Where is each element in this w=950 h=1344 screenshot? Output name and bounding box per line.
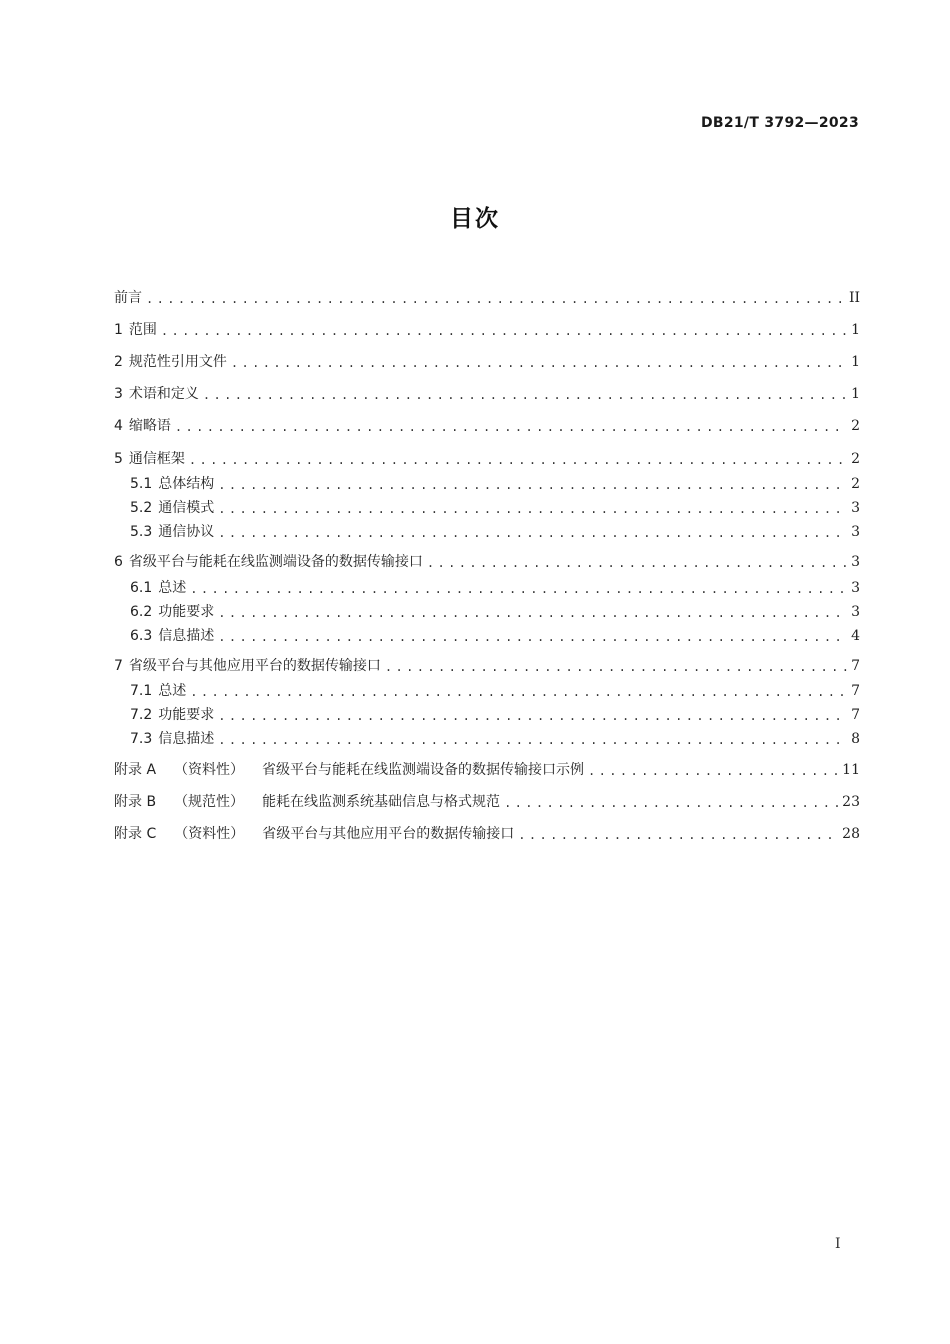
- toc-page-number: 7: [851, 683, 860, 699]
- toc-leader-dots: [504, 793, 838, 813]
- toc-entry-label: 信息描述: [158, 731, 215, 747]
- toc-page-number: 2: [851, 476, 860, 492]
- toc-entry-label: 省级平台与其他应用平台的数据传输接口: [128, 658, 381, 674]
- toc-entry-6-2[interactable]: [130, 601, 860, 623]
- toc-page-number: 3: [851, 604, 860, 620]
- toc-entry-label: 通信模式: [158, 500, 215, 516]
- toc-entry-5-3[interactable]: [130, 521, 860, 543]
- appendix-nature: （资料性）: [174, 826, 245, 842]
- toc-entry-label: 省级平台与能耗在线监测端设备的数据传输接口: [128, 554, 423, 570]
- toc-entry-number: 5.3: [130, 524, 153, 540]
- toc-leader-dots: [190, 579, 847, 599]
- toc-entry-2[interactable]: [114, 351, 860, 373]
- appendix-nature: （规范性）: [174, 794, 245, 810]
- toc-entry-5-1[interactable]: [130, 473, 860, 495]
- appendix-nature: （资料性）: [174, 762, 245, 778]
- toc-entry-7-2[interactable]: [130, 704, 860, 726]
- appendix-prefix: 附录 B: [114, 794, 157, 810]
- toc-leader-dots: [189, 450, 847, 470]
- toc-entry-5-2[interactable]: [130, 497, 860, 519]
- toc-page-number: 2: [851, 451, 860, 467]
- toc-page-number: 3: [851, 554, 860, 570]
- toc-entry-number: 5.1: [130, 476, 153, 492]
- toc-entry-5[interactable]: [114, 448, 860, 470]
- toc-entry-label: 前言: [114, 290, 142, 306]
- toc-entry-label: 总体结构: [158, 476, 215, 492]
- toc-entry-number: 1: [114, 322, 123, 338]
- toc-entry-label: 能耗在线监测系统基础信息与格式规范: [262, 794, 501, 810]
- toc-entry-number: 6.2: [130, 604, 153, 620]
- toc-leader-dots: [427, 553, 847, 573]
- document-code: DB21/T 3792—2023: [700, 115, 859, 131]
- toc-leader-dots: [218, 475, 847, 495]
- toc-entry-number: 3: [114, 386, 123, 402]
- toc-leader-dots: [218, 523, 847, 543]
- toc-entry-preface[interactable]: [114, 287, 860, 309]
- toc-leader-dots: [218, 730, 847, 750]
- toc-entry-label: 功能要求: [158, 604, 215, 620]
- toc-entry-label: 省级平台与其他应用平台的数据传输接口: [262, 826, 515, 842]
- toc-page-number: 7: [851, 707, 860, 723]
- toc-page-number: 1: [851, 354, 860, 370]
- toc-entry-label: 范围: [128, 322, 157, 338]
- toc-leader-dots: [146, 289, 845, 309]
- appendix-prefix: 附录 A: [114, 762, 157, 778]
- toc-entry-label: 总述: [158, 580, 187, 596]
- toc-entry-4[interactable]: [114, 415, 860, 437]
- toc-entry-label: 术语和定义: [128, 386, 199, 402]
- toc-entry-label: 规范性引用文件: [128, 354, 227, 370]
- toc-entry-3[interactable]: [114, 383, 860, 405]
- toc-entry-number: 2: [114, 354, 123, 370]
- toc-entry-label: 缩略语: [128, 418, 171, 434]
- toc-entry-number: 7.2: [130, 707, 153, 723]
- toc-leader-dots: [385, 657, 847, 677]
- toc-entry-6[interactable]: [114, 551, 860, 573]
- toc-page-number: 3: [851, 580, 860, 596]
- toc-entry-6-1[interactable]: [130, 577, 860, 599]
- toc-leader-dots: [161, 321, 847, 341]
- toc-page-number: 2: [851, 418, 860, 434]
- toc-leader-dots: [190, 682, 847, 702]
- toc-page-number: 8: [851, 731, 860, 747]
- toc-leader-dots: [218, 603, 847, 623]
- toc-entry-7-1[interactable]: [130, 680, 860, 702]
- page-number-footer: I: [835, 1236, 841, 1252]
- toc-entry-appendix-c[interactable]: [114, 823, 860, 845]
- toc-leader-dots: [218, 627, 847, 647]
- toc-entry-number: 4: [114, 418, 123, 434]
- toc-entry-label: 通信框架: [128, 451, 185, 467]
- page-title: 目次: [450, 206, 500, 232]
- toc-leader-dots: [231, 353, 847, 373]
- toc-entry-number: 7: [114, 658, 123, 674]
- toc-leader-dots: [175, 417, 847, 437]
- toc-entry-number: 6.3: [130, 628, 153, 644]
- toc-leader-dots: [588, 761, 838, 781]
- toc-entry-number: 7.3: [130, 731, 153, 747]
- toc-page-number: 11: [842, 762, 860, 778]
- toc-leader-dots: [518, 825, 838, 845]
- toc-page-number: 23: [842, 794, 860, 810]
- toc-entry-7[interactable]: [114, 655, 860, 677]
- toc-entry-label: 通信协议: [158, 524, 215, 540]
- toc-leader-dots: [218, 499, 847, 519]
- toc-page-number: 1: [851, 386, 860, 402]
- toc-entry-number: 6: [114, 554, 123, 570]
- toc-entry-label: 总述: [158, 683, 187, 699]
- toc-entry-7-3[interactable]: [130, 728, 860, 750]
- toc-entry-appendix-b[interactable]: [114, 791, 860, 813]
- toc-page-number: 28: [842, 826, 860, 842]
- toc-page-number: II: [848, 290, 860, 306]
- toc-entry-number: 6.1: [130, 580, 153, 596]
- toc-entry-1[interactable]: [114, 319, 860, 341]
- toc-entry-number: 5.2: [130, 500, 153, 516]
- toc-entry-6-3[interactable]: [130, 625, 860, 647]
- toc-entry-label: 功能要求: [158, 707, 215, 723]
- appendix-prefix: 附录 C: [114, 826, 157, 842]
- toc-page-number: 1: [851, 322, 860, 338]
- toc-leader-dots: [218, 706, 847, 726]
- toc-page-number: 7: [851, 658, 860, 674]
- toc-entry-number: 5: [114, 451, 123, 467]
- toc-page-number: 3: [851, 500, 860, 516]
- toc-entry-appendix-a[interactable]: [114, 759, 860, 781]
- toc-leader-dots: [203, 385, 847, 405]
- toc-entry-label: 省级平台与能耗在线监测端设备的数据传输接口示例: [262, 762, 585, 778]
- toc-entry-number: 7.1: [130, 683, 153, 699]
- toc-entry-label: 信息描述: [158, 628, 215, 644]
- toc-page-number: 4: [851, 628, 860, 644]
- toc-page-number: 3: [851, 524, 860, 540]
